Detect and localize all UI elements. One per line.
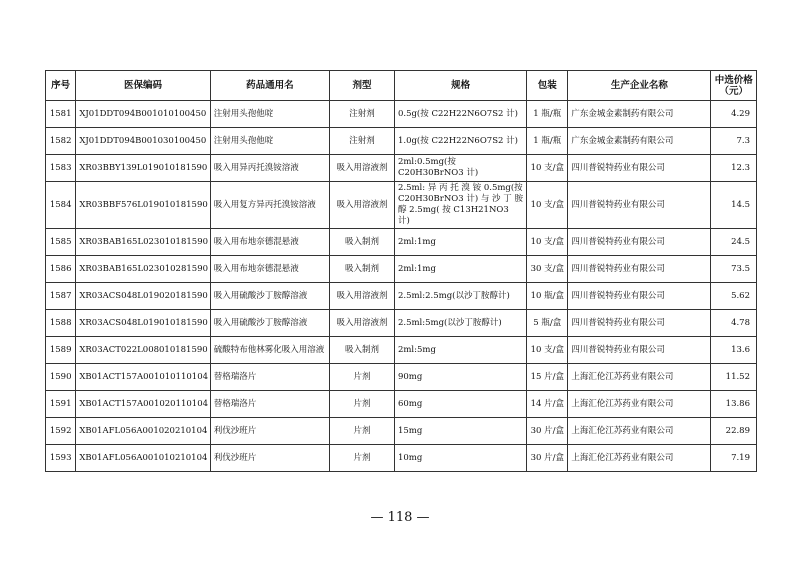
cell-price: 12.3 (711, 155, 757, 182)
cell-pack: 10 支/盒 (527, 155, 568, 182)
cell-price: 13.86 (711, 391, 757, 418)
cell-code: XB01ACT157A001020110104 (76, 391, 210, 418)
table-row (46, 182, 757, 229)
cell-pack: 10 支/盒 (527, 229, 568, 256)
cell-pack: 30 片/盒 (527, 445, 568, 472)
header-no: 序号 (46, 71, 76, 101)
cell-mfr: 上海汇伦江苏药业有限公司 (568, 364, 711, 391)
cell-code: XJ01DDT094B001030100450 (76, 128, 210, 155)
cell-name: 吸入用异丙托溴铵溶液 (210, 155, 329, 182)
cell-code: XB01AFL056A001020210104 (76, 418, 210, 445)
cell-name: 吸入用硫酸沙丁胺醇溶液 (210, 310, 329, 337)
cell-no: 1591 (46, 391, 76, 418)
cell-price: 4.29 (711, 101, 757, 128)
header-form: 剂型 (329, 71, 394, 101)
table-row (46, 310, 757, 337)
cell-spec: 2.5ml: 异 丙 托 溴 铵 0.5mg(按 C20H30BrNO3 计) 与 沙 丁 胺 醇 2.5mg( 按 C13H21NO3 计) (394, 182, 526, 229)
cell-pack: 10 支/盒 (527, 182, 568, 229)
cell-no: 1582 (46, 128, 76, 155)
cell-mfr: 四川普锐特药业有限公司 (568, 155, 711, 182)
cell-mfr: 四川普锐特药业有限公司 (568, 229, 711, 256)
table-row (46, 128, 757, 155)
cell-form: 片剂 (329, 418, 394, 445)
table-row (46, 391, 757, 418)
cell-mfr: 广东金城金素制药有限公司 (568, 128, 711, 155)
cell-code: XR03BAB165L023010281590 (76, 256, 210, 283)
cell-price: 7.19 (711, 445, 757, 472)
cell-name: 吸入用布地奈德混悬液 (210, 256, 329, 283)
cell-form: 吸入制剂 (329, 229, 394, 256)
cell-no: 1586 (46, 256, 76, 283)
table-row (46, 418, 757, 445)
cell-form: 片剂 (329, 391, 394, 418)
header-name: 药品通用名 (210, 71, 329, 101)
cell-name: 吸入用复方异丙托溴铵溶液 (210, 182, 329, 229)
cell-no: 1589 (46, 337, 76, 364)
cell-name: 硫酸特布他林雾化吸入用溶液 (210, 337, 329, 364)
page-number: — 118 — (370, 510, 430, 525)
cell-pack: 5 瓶/盒 (527, 310, 568, 337)
cell-mfr: 四川普锐特药业有限公司 (568, 182, 711, 229)
drug-price-table (45, 70, 757, 472)
cell-mfr: 广东金城金素制药有限公司 (568, 101, 711, 128)
cell-pack: 1 瓶/瓶 (527, 128, 568, 155)
cell-code: XJ01DDT094B001010100450 (76, 101, 210, 128)
cell-spec: 2.5ml:5mg(以沙丁胺醇计) (394, 310, 526, 337)
cell-spec: 2ml:0.5mg(按 C20H30BrNO3 计) (394, 155, 526, 182)
cell-name: 利伐沙班片 (210, 418, 329, 445)
table-header-row (46, 71, 757, 101)
cell-code: XR03BAB165L023010181590 (76, 229, 210, 256)
cell-spec: 1.0g(按 C22H22N6O7S2 计) (394, 128, 526, 155)
cell-form: 注射剂 (329, 128, 394, 155)
cell-no: 1593 (46, 445, 76, 472)
cell-price: 22.89 (711, 418, 757, 445)
table-row (46, 155, 757, 182)
cell-spec: 2ml:1mg (394, 229, 526, 256)
cell-form: 吸入制剂 (329, 256, 394, 283)
table-row (46, 364, 757, 391)
cell-pack: 10 瓶/盒 (527, 283, 568, 310)
cell-price: 11.52 (711, 364, 757, 391)
cell-spec: 0.5g(按 C22H22N6O7S2 计) (394, 101, 526, 128)
table-row (46, 283, 757, 310)
table-row (46, 256, 757, 283)
cell-spec: 2ml:5mg (394, 337, 526, 364)
cell-no: 1581 (46, 101, 76, 128)
cell-name: 利伐沙班片 (210, 445, 329, 472)
table-row (46, 337, 757, 364)
cell-mfr: 四川普锐特药业有限公司 (568, 256, 711, 283)
cell-form: 吸入用溶液剂 (329, 310, 394, 337)
cell-price: 4.78 (711, 310, 757, 337)
cell-name: 注射用头孢他啶 (210, 128, 329, 155)
cell-spec: 90mg (394, 364, 526, 391)
header-mfr: 生产企业名称 (568, 71, 711, 101)
cell-code: XR03ACT022L008010181590 (76, 337, 210, 364)
cell-spec: 60mg (394, 391, 526, 418)
cell-pack: 14 片/盒 (527, 391, 568, 418)
cell-mfr: 上海汇伦江苏药业有限公司 (568, 445, 711, 472)
cell-spec: 2.5ml:2.5mg(以沙丁胺醇计) (394, 283, 526, 310)
cell-name: 注射用头孢他啶 (210, 101, 329, 128)
table-row (46, 445, 757, 472)
cell-form: 注射剂 (329, 101, 394, 128)
cell-mfr: 上海汇伦江苏药业有限公司 (568, 391, 711, 418)
cell-form: 片剂 (329, 364, 394, 391)
cell-price: 14.5 (711, 182, 757, 229)
cell-name: 吸入用布地奈德混悬液 (210, 229, 329, 256)
cell-pack: 15 片/盒 (527, 364, 568, 391)
header-pack: 包装 (527, 71, 568, 101)
cell-no: 1584 (46, 182, 76, 229)
cell-code: XB01AFL056A001010210104 (76, 445, 210, 472)
cell-form: 吸入用溶液剂 (329, 283, 394, 310)
cell-pack: 30 支/盒 (527, 256, 568, 283)
cell-no: 1590 (46, 364, 76, 391)
cell-spec: 2ml:1mg (394, 256, 526, 283)
cell-no: 1585 (46, 229, 76, 256)
cell-price: 24.5 (711, 229, 757, 256)
cell-name: 吸入用硫酸沙丁胺醇溶液 (210, 283, 329, 310)
cell-code: XB01ACT157A001010110104 (76, 364, 210, 391)
cell-price: 5.62 (711, 283, 757, 310)
cell-pack: 10 支/盒 (527, 337, 568, 364)
cell-pack: 1 瓶/瓶 (527, 101, 568, 128)
cell-mfr: 四川普锐特药业有限公司 (568, 283, 711, 310)
cell-price: 7.3 (711, 128, 757, 155)
table-row (46, 229, 757, 256)
cell-pack: 30 片/盒 (527, 418, 568, 445)
cell-spec: 15mg (394, 418, 526, 445)
cell-no: 1587 (46, 283, 76, 310)
cell-name: 替格瑞洛片 (210, 364, 329, 391)
cell-form: 片剂 (329, 445, 394, 472)
cell-mfr: 上海汇伦江苏药业有限公司 (568, 418, 711, 445)
cell-spec: 10mg (394, 445, 526, 472)
cell-price: 13.6 (711, 337, 757, 364)
cell-no: 1583 (46, 155, 76, 182)
cell-name: 替格瑞洛片 (210, 391, 329, 418)
cell-code: XR03ACS048L019020181590 (76, 283, 210, 310)
cell-code: XR03BBF576L019010181590 (76, 182, 210, 229)
header-code: 医保编码 (76, 71, 210, 101)
cell-mfr: 四川普锐特药业有限公司 (568, 337, 711, 364)
cell-mfr: 四川普锐特药业有限公司 (568, 310, 711, 337)
cell-price: 73.5 (711, 256, 757, 283)
cell-form: 吸入用溶液剂 (329, 182, 394, 229)
cell-no: 1592 (46, 418, 76, 445)
cell-code: XR03ACS048L019010181590 (76, 310, 210, 337)
table-row (46, 101, 757, 128)
cell-form: 吸入制剂 (329, 337, 394, 364)
cell-form: 吸入用溶液剂 (329, 155, 394, 182)
cell-no: 1588 (46, 310, 76, 337)
header-price: 中选价格（元） (711, 71, 757, 101)
cell-code: XR03BBY139L019010181590 (76, 155, 210, 182)
header-spec: 规格 (394, 71, 526, 101)
